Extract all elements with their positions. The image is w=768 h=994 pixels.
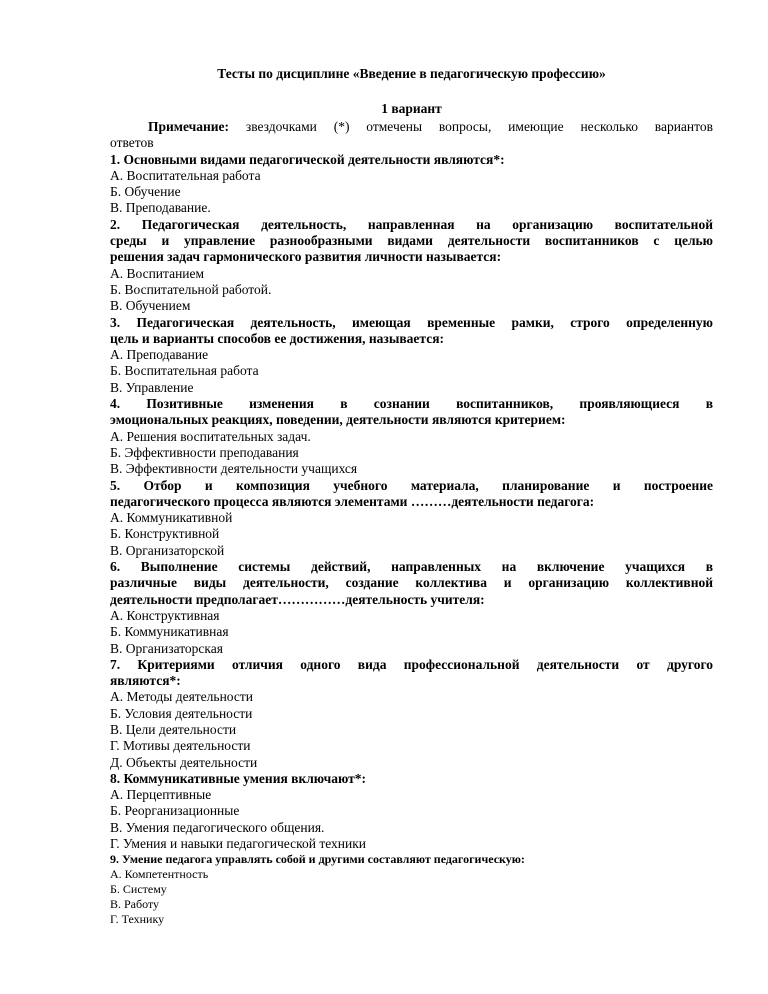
question-8 [110, 771, 713, 852]
answer-option: Б. Обучение [110, 184, 181, 200]
answer-option: А. Компетентность [110, 867, 209, 882]
answer-option: Б. Воспитательной работой. [110, 281, 272, 297]
answer-option: Б. Условия деятельности [110, 705, 253, 721]
answer-option: В. Организаторской [110, 542, 225, 558]
answer-option: В. Обучением [110, 298, 191, 314]
question-9-text: 9. Умение педагога управлять собой и другими составляют педагогическую: [110, 852, 525, 867]
answer-option: В. Преподавание. [110, 200, 211, 216]
answer-option: Б. Систему [110, 882, 167, 897]
document-title: Тесты по дисциплине «Введение в педагогическую профессию» [217, 66, 606, 81]
question-7 [110, 657, 713, 771]
answer-option: Б. Воспитательная работа [110, 363, 259, 379]
note-label: Примечание: [148, 119, 230, 134]
note-line-2: ответов [110, 135, 154, 151]
document-body [110, 119, 713, 927]
answer-option: А. Коммуникативной [110, 510, 233, 526]
question-text: различные виды деятельности, создание коллектива и организацию коллективной [110, 575, 713, 591]
answer-option: Б. Коммуникативная [110, 624, 229, 640]
question-5 [110, 478, 713, 559]
answer-option: Б. Эффективности преподавания [110, 444, 299, 460]
question-list [110, 152, 713, 853]
question-text: 1. Основными видами педагогической деятельности являются*: [110, 151, 505, 167]
variant-heading: 1 вариант [381, 101, 442, 116]
note-text: звездочками (*) отмечены вопросы, имеющие несколько вариантов [229, 119, 713, 134]
question-text: цель и варианты способов ее достижения, называется: [110, 330, 444, 346]
question-text: педагогического процесса являются элементами ………деятельности педагога: [110, 493, 595, 509]
answer-option: Г. Умения и навыки педагогической техники [110, 836, 367, 852]
answer-option: Б. Конструктивной [110, 526, 220, 542]
question-text: 8. Коммуникативные умения включают*: [110, 770, 366, 786]
answer-option: А. Воспитательная работа [110, 167, 261, 183]
answer-option: Д. Объекты деятельности [110, 754, 258, 770]
answer-option: А. Конструктивная [110, 607, 220, 623]
answer-option: А. Перцептивные [110, 787, 212, 803]
answer-option: В. Цели деятельности [110, 721, 237, 737]
question-text: 5. Отбор и композиция учебного материала, планирование и построение [110, 477, 713, 493]
question-6 [110, 559, 713, 657]
answer-option: А. Преподавание [110, 347, 209, 363]
question-text: 4. Позитивные изменения в сознании воспитанников, проявляющиеся в [110, 396, 713, 412]
answer-option: Б. Реорганизационные [110, 803, 240, 819]
question-4 [110, 396, 713, 477]
answer-option: В. Организаторская [110, 640, 223, 656]
question-1 [110, 152, 713, 217]
question-text: деятельности предполагает……………деятельность учителя: [110, 591, 485, 607]
answer-option: В. Умения педагогического общения. [110, 819, 325, 835]
question-text: эмоциональных реакциях, поведении, деятельности являются критерием: [110, 412, 566, 428]
answer-option: А. Методы деятельности [110, 689, 253, 705]
answer-option: В. Управление [110, 379, 194, 395]
answer-option: Г. Технику [110, 912, 165, 927]
question-9 [110, 852, 713, 927]
question-text: решения задач гармонического развития личности называется: [110, 249, 502, 265]
question-3 [110, 315, 713, 396]
question-2 [110, 217, 713, 315]
note-line [110, 119, 713, 135]
answer-option: В. Эффективности деятельности учащихся [110, 461, 358, 477]
answer-option: А. Воспитанием [110, 265, 205, 281]
question-text: 6. Выполнение системы действий, направленных на включение учащихся в [110, 559, 713, 575]
answer-option: А. Решения воспитательных задач. [110, 428, 311, 444]
question-text: 7. Критериями отличия одного вида профессиональной деятельности от другого [110, 656, 713, 672]
question-text: 2. Педагогическая деятельность, направленная на организацию воспитательной [110, 216, 713, 232]
answer-option: В. Работу [110, 897, 160, 912]
question-text: среды и управление разнообразными видами деятельности воспитанников с целью [110, 233, 713, 249]
answer-option: Г. Мотивы деятельности [110, 738, 251, 754]
question-text: 3. Педагогическая деятельность, имеющая временные рамки, строго определенную [110, 314, 713, 330]
question-text: являются*: [110, 673, 181, 689]
